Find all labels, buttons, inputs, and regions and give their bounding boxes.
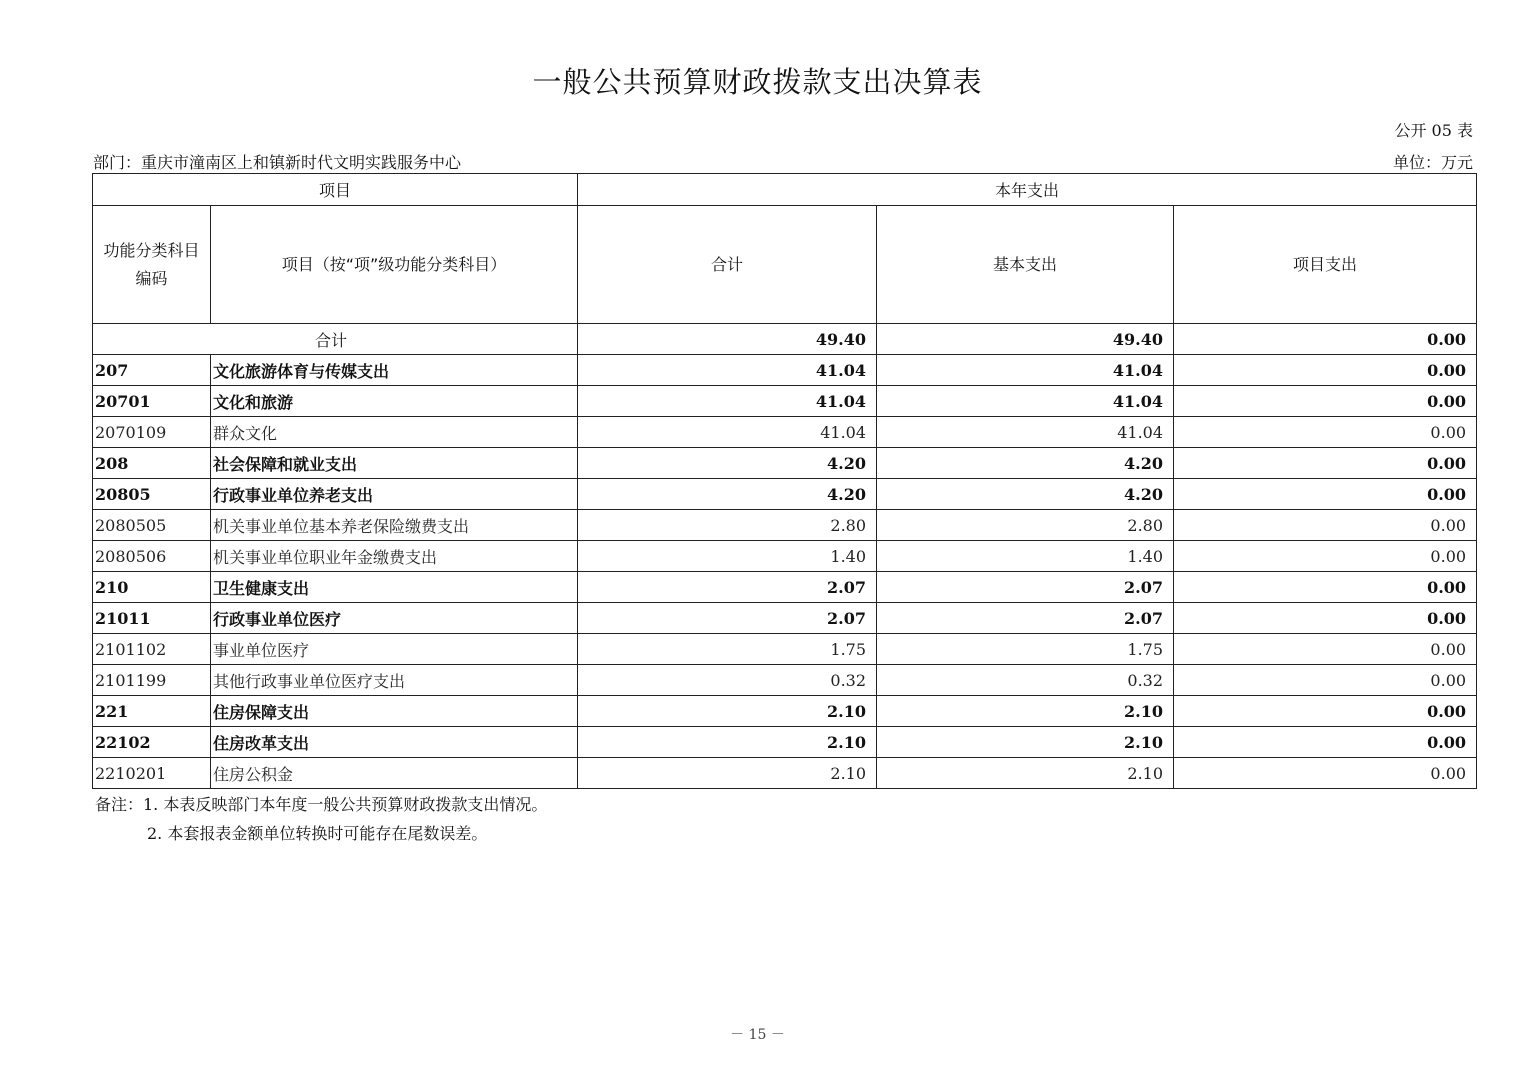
page-title: 一般公共预算财政拨款支出决算表	[532, 65, 983, 99]
table-row	[93, 696, 1477, 727]
total-basic: 49.40	[877, 324, 1174, 355]
table-row	[93, 417, 1477, 448]
total-sum: 49.40	[578, 324, 877, 355]
row-total: 41.04	[578, 417, 877, 448]
row-project: 0.00	[1174, 603, 1477, 634]
row-project: 0.00	[1174, 665, 1477, 696]
row-code: 20701	[93, 386, 211, 417]
row-project: 0.00	[1174, 696, 1477, 727]
total-row	[93, 324, 1477, 355]
row-total: 0.32	[578, 665, 877, 696]
table-row	[93, 386, 1477, 417]
row-basic: 41.04	[877, 417, 1174, 448]
header-name: 项目（按“项”级功能分类科目）	[211, 206, 578, 324]
row-name: 行政事业单位养老支出	[211, 479, 578, 510]
row-name: 住房改革支出	[211, 727, 578, 758]
row-total: 2.07	[578, 603, 877, 634]
row-basic: 1.75	[877, 634, 1174, 665]
header-code: 功能分类科目编码	[93, 206, 211, 324]
row-project: 0.00	[1174, 386, 1477, 417]
table-row	[93, 665, 1477, 696]
row-name: 机关事业单位基本养老保险缴费支出	[211, 510, 578, 541]
row-project: 0.00	[1174, 355, 1477, 386]
row-total: 41.04	[578, 355, 877, 386]
row-name: 行政事业单位医疗	[211, 603, 578, 634]
row-code: 221	[93, 696, 211, 727]
row-basic: 1.40	[877, 541, 1174, 572]
row-name: 文化旅游体育与传媒支出	[211, 355, 578, 386]
header-current-year: 本年支出	[578, 174, 1477, 206]
row-code: 22102	[93, 727, 211, 758]
table-row	[93, 603, 1477, 634]
row-basic: 2.10	[877, 758, 1174, 789]
table-body	[93, 324, 1477, 789]
total-project: 0.00	[1174, 324, 1477, 355]
notes	[95, 790, 547, 848]
row-code: 21011	[93, 603, 211, 634]
row-code: 207	[93, 355, 211, 386]
row-project: 0.00	[1174, 634, 1477, 665]
row-project: 0.00	[1174, 727, 1477, 758]
total-label: 合计	[93, 324, 578, 355]
row-code: 2101102	[93, 634, 211, 665]
table-row	[93, 510, 1477, 541]
row-name: 住房保障支出	[211, 696, 578, 727]
row-basic: 2.07	[877, 572, 1174, 603]
row-name: 事业单位医疗	[211, 634, 578, 665]
row-total: 2.80	[578, 510, 877, 541]
row-total: 2.10	[578, 696, 877, 727]
row-project: 0.00	[1174, 541, 1477, 572]
header-project-expense: 项目支出	[1174, 206, 1477, 324]
header-total: 合计	[578, 206, 877, 324]
row-name: 其他行政事业单位医疗支出	[211, 665, 578, 696]
row-total: 41.04	[578, 386, 877, 417]
row-name: 卫生健康支出	[211, 572, 578, 603]
table-row	[93, 541, 1477, 572]
table-row	[93, 727, 1477, 758]
row-total: 1.75	[578, 634, 877, 665]
table-row	[93, 634, 1477, 665]
row-code: 210	[93, 572, 211, 603]
row-code: 2080506	[93, 541, 211, 572]
table-row	[93, 479, 1477, 510]
row-total: 1.40	[578, 541, 877, 572]
row-basic: 0.32	[877, 665, 1174, 696]
row-total: 2.10	[578, 758, 877, 789]
row-total: 2.10	[578, 727, 877, 758]
table-row	[93, 448, 1477, 479]
page-number: － 15 －	[730, 1027, 785, 1043]
row-project: 0.00	[1174, 510, 1477, 541]
note-2: 2. 本套报表金额单位转换时可能存在尾数误差。	[147, 824, 488, 843]
table-row	[93, 572, 1477, 603]
form-number: 公开 05 表	[1394, 121, 1473, 140]
row-basic: 41.04	[877, 386, 1174, 417]
department-label: 部门：重庆市潼南区上和镇新时代文明实践服务中心	[93, 153, 462, 172]
row-code: 208	[93, 448, 211, 479]
header-basic: 基本支出	[877, 206, 1174, 324]
header-project: 项目	[93, 174, 578, 206]
header-row-1	[93, 174, 1477, 206]
row-name: 群众文化	[211, 417, 578, 448]
row-name: 文化和旅游	[211, 386, 578, 417]
table-row	[93, 758, 1477, 789]
table-row	[93, 355, 1477, 386]
row-project: 0.00	[1174, 572, 1477, 603]
row-total: 4.20	[578, 448, 877, 479]
row-basic: 4.20	[877, 448, 1174, 479]
row-project: 0.00	[1174, 417, 1477, 448]
header-row-2	[93, 206, 1477, 324]
row-name: 社会保障和就业支出	[211, 448, 578, 479]
row-project: 0.00	[1174, 448, 1477, 479]
row-project: 0.00	[1174, 758, 1477, 789]
row-code: 20805	[93, 479, 211, 510]
note-1: 备注：1. 本表反映部门本年度一般公共预算财政拨款支出情况。	[95, 795, 548, 814]
row-basic: 2.10	[877, 727, 1174, 758]
row-total: 2.07	[578, 572, 877, 603]
expenditure-table	[92, 173, 1477, 789]
row-code: 2070109	[93, 417, 211, 448]
row-name: 机关事业单位职业年金缴费支出	[211, 541, 578, 572]
row-project: 0.00	[1174, 479, 1477, 510]
row-basic: 41.04	[877, 355, 1174, 386]
row-basic: 2.80	[877, 510, 1174, 541]
row-total: 4.20	[578, 479, 877, 510]
row-code: 2101199	[93, 665, 211, 696]
row-code: 2080505	[93, 510, 211, 541]
unit-label: 单位：万元	[1392, 153, 1473, 172]
row-basic: 2.07	[877, 603, 1174, 634]
row-basic: 4.20	[877, 479, 1174, 510]
row-code: 2210201	[93, 758, 211, 789]
row-basic: 2.10	[877, 696, 1174, 727]
row-name: 住房公积金	[211, 758, 578, 789]
